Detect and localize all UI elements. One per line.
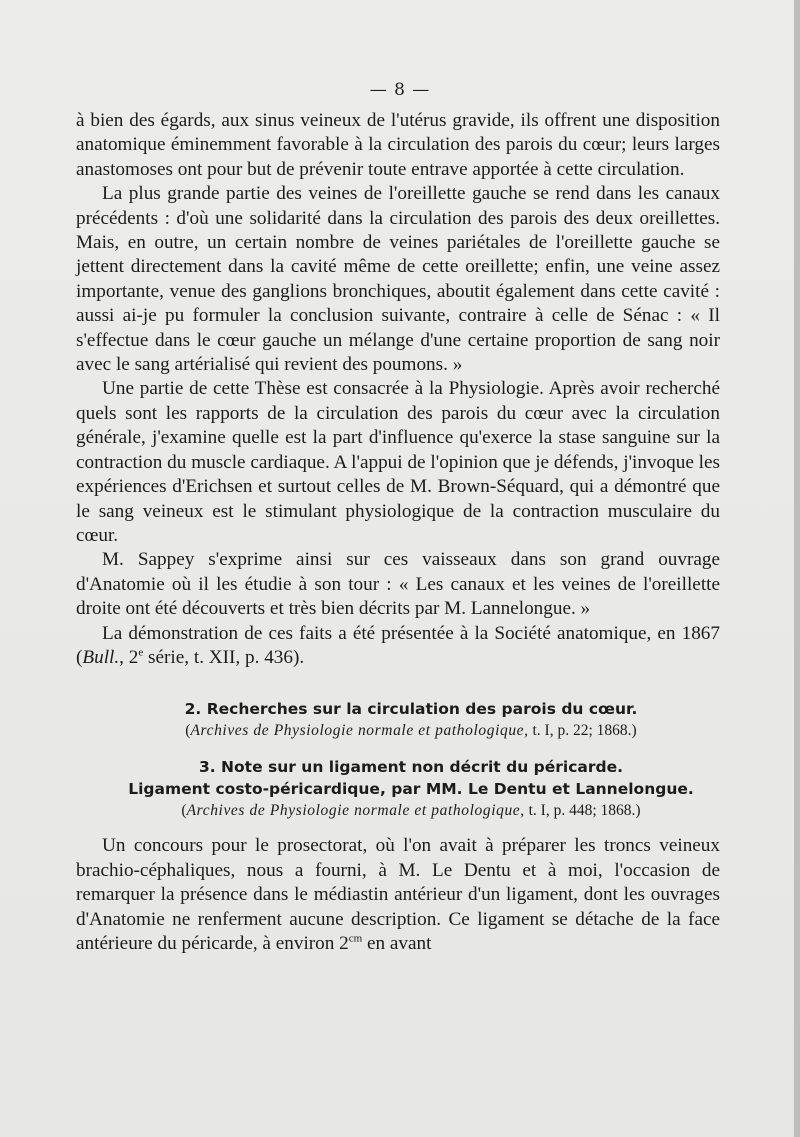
paragraph-final bbox=[76, 834, 720, 956]
bull-citation: Bull. bbox=[82, 646, 120, 668]
section-3-title-line2: Ligament costo-péricardique, par MM. Le Dentu et Lannelongue. bbox=[128, 780, 694, 799]
section-2-source: (Archives de Physiologie normale et pathologique, t. I, p. 22; 1868.) bbox=[185, 722, 637, 740]
final-text-end: en avant bbox=[362, 932, 432, 954]
section-3-heading bbox=[76, 756, 720, 822]
paragraph-2: La plus grande partie des veines de l'oreillette gauche se rend dans les canaux précédents : d'où une solidarité dans la circulation des parois des deux oreillettes. Mais, en outre, un certain nombre de veines pariétales de l'oreillette gauche se jettent directement dans la cavité même de cette oreillette; enfin, une veine assez importante, venue des ganglions bronchiques, aboutit également dans cette cavité : aussi ai-je pu formuler la conclusion suivante, contraire à celle de Sénac : « Il s'effectue dans le cœur gauche un mélange d'une certaine proportion de sang noir avec le sang artérialisé qui revient des poumons. » bbox=[76, 183, 720, 376]
paragraph-4: M. Sappey s'exprime ainsi sur ces vaisseaux dans son grand ouvrage d'Anatomie où il les étudie à son tour : « Les canaux et les veines de l'oreillette droite ont été découverts et très bien décrits par M. Lannelongue. » bbox=[76, 549, 720, 620]
demo-text: La démonstration de ces faits a été présentée à la Société anatomique, en 1867 ( bbox=[76, 622, 720, 668]
final-text: Un concours pour le prosectorat, où l'on avait à préparer les troncs veineux brachio-céphaliques, nous a fourni, à M. Le Dentu et à moi, l'occasion de remarquer la présence dans le médiastin antérieur d'un ligament, dont les ouvrages d'Anatomie ne renferment aucune description. Ce ligament se détache de la face antérieure du péricarde, à environ 2 bbox=[76, 835, 720, 954]
serie-superscript: e bbox=[138, 646, 144, 659]
body-text bbox=[76, 109, 720, 956]
section-3-title-line1: 3. Note sur un ligament non décrit du péricarde. bbox=[198, 758, 623, 777]
section-3-source: (Archives de Physiologie normale et pathologique, t. I, p. 448; 1868.) bbox=[181, 802, 641, 820]
section-2-heading bbox=[76, 698, 720, 742]
cm-superscript: cm bbox=[348, 932, 363, 945]
paragraph-5 bbox=[76, 622, 720, 671]
serie-number: , 2 bbox=[119, 646, 139, 668]
page-number: — 8 — bbox=[369, 80, 431, 100]
section-2-title: 2. Recherches sur la circulation des parois du cœur. bbox=[184, 700, 638, 719]
page-edge-shadow bbox=[794, 0, 800, 1137]
paragraph-3: Une partie de cette Thèse est consacrée à la Physiologie. Après avoir recherché quels sont les rapports de la circulation des parois du cœur avec la circulation générale, j'examine quelle est la part d'influence qu'exerce la stase sanguine sur la contraction du muscle cardiaque. A l'appui de l'opinion que je défends, j'invoque les expériences d'Erichsen et surtout celles de M. Brown-Séquard, qui a démontré que le sang veineux est le stimulant physiologique de la contraction musculaire du cœur. bbox=[76, 378, 720, 546]
demo-text-end: série, t. XII, p. 436). bbox=[143, 646, 305, 668]
paragraph-1: à bien des égards, aux sinus veineux de l'utérus gravide, ils offrent une disposition anatomique éminemment favorable à la circulation des parois du cœur; leurs larges anastomoses ont pour but de prévenir toute entrave apportée à cette circulation. bbox=[76, 110, 720, 180]
